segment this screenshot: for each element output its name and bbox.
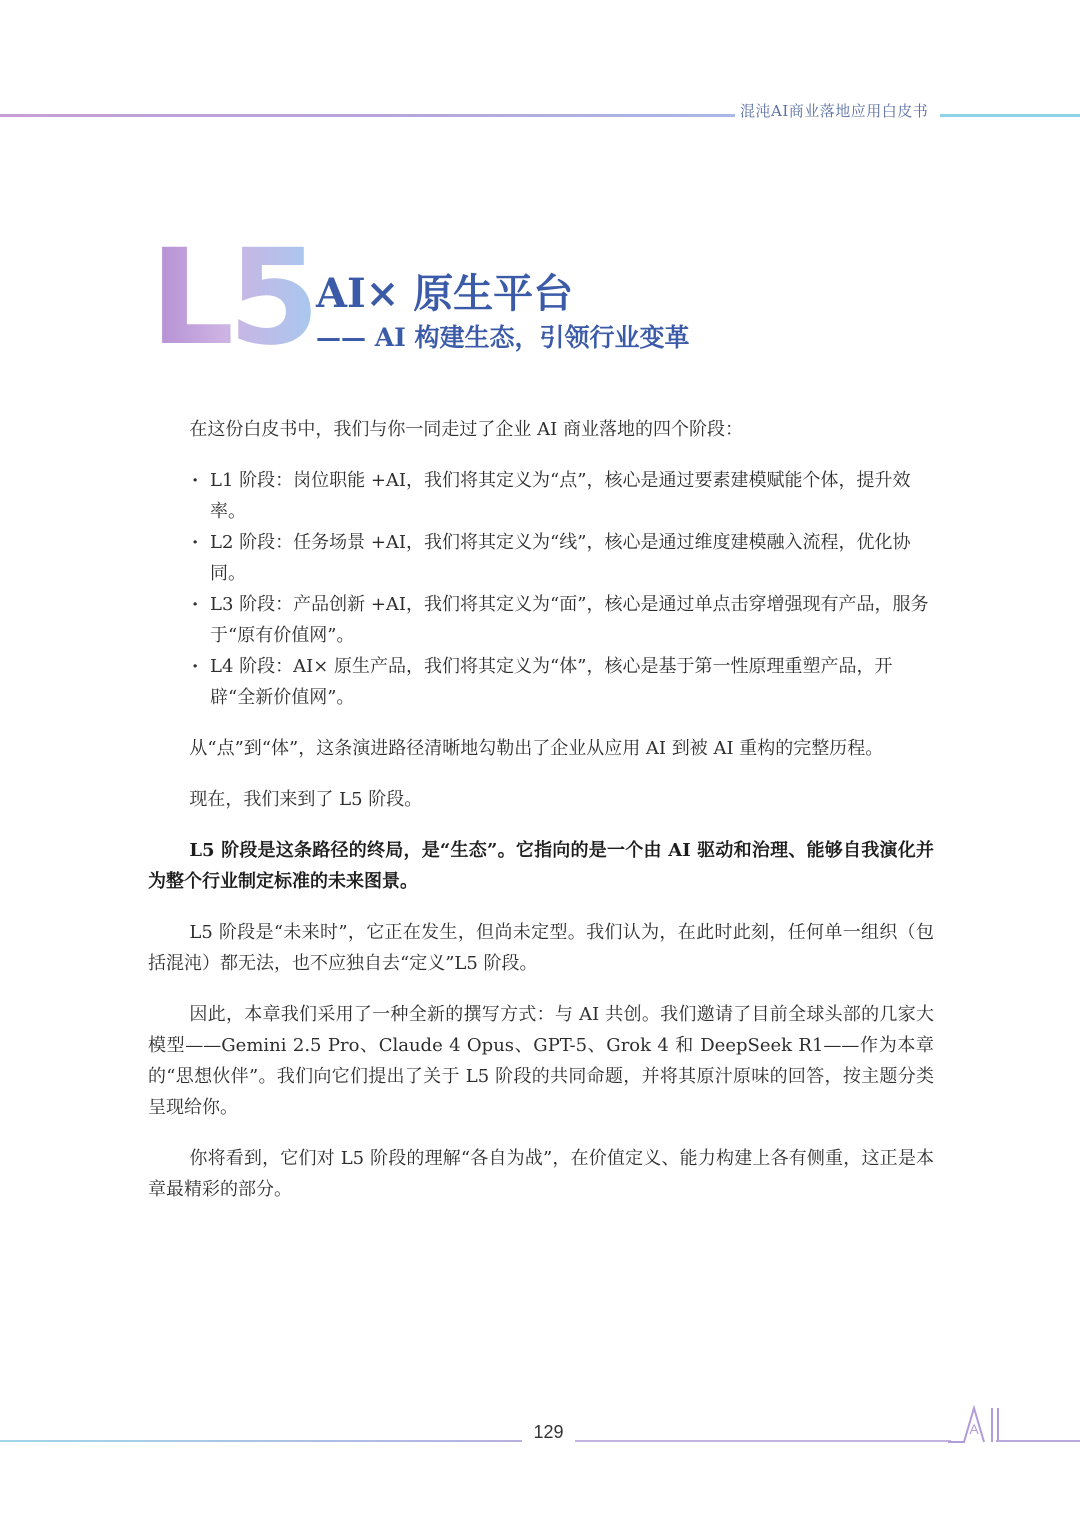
paragraph-co-creation: 因此，本章我们采用了一种全新的撰写方式：与 AI 共创。我们邀请了目前全球头部的几家大模型——Gemini 2.5 Pro、Claude 4 Opus、GPT-5、Grok 4 和 DeepSeek R1——作为本章的“思想伙伴”。我们向它们提出了关于 L5 阶段的共同命题，并将其原汁原味的回答，按主题分类呈现给你。 xyxy=(148,1004,934,1118)
chapter-title: AI× 原生平台 xyxy=(316,270,574,317)
paragraph-future-tense: L5 阶段是“未来时”，它正在发生，但尚未定型。我们认为，在此时此刻，任何单一组织（包括混沌）都无法，也不应独自去“定义”L5 阶段。 xyxy=(148,922,934,974)
chapter-number: L5 xyxy=(150,221,314,375)
footer-rule-middle xyxy=(575,1440,951,1442)
header-rule-left xyxy=(0,114,735,117)
page-number: 129 xyxy=(533,1422,564,1442)
footer-rule-left xyxy=(0,1440,522,1442)
stage-item-l2: · L2 阶段：任务场景 +AI，我们将其定义为“线”，核心是通过维度建模融入流程，优化协同。 xyxy=(148,527,934,589)
ai-logo-icon xyxy=(948,1404,1080,1444)
paragraph-l5-ecosystem: L5 阶段是这条路径的终局，是“生态”。它指向的是一个由 AI 驱动和治理、能够自我演化并为整个行业制定标准的未来图景。 xyxy=(148,840,934,892)
body-text xyxy=(148,414,934,1225)
running-header-title: 混沌AI商业落地应用白皮书 xyxy=(740,102,929,120)
header-rule-right xyxy=(940,114,1080,117)
stage-item-l3: · L3 阶段：产品创新 +AI，我们将其定义为“面”，核心是通过单点击穿增强现有产品，服务于“原有价值网”。 xyxy=(148,589,934,651)
stage-item-l4: · L4 阶段：AI× 原生产品，我们将其定义为“体”，核心是基于第一性原理重塑产品，开辟“全新价值网”。 xyxy=(148,651,934,713)
ai-logo-letter-a: A xyxy=(969,1421,979,1437)
paragraph-now-l5: 现在，我们来到了 L5 阶段。 xyxy=(189,789,423,810)
paragraph-evolution: 从“点”到“体”，这条演进路径清晰地勾勒出了企业从应用 AI 到被 AI 重构的完整历程。 xyxy=(189,738,884,759)
chapter-subtitle: —— AI 构建生态，引领行业变革 xyxy=(316,323,690,352)
footer-rule-right xyxy=(996,1440,1080,1442)
paragraph-highlight: 你将看到，它们对 L5 阶段的理解“各自为战”，在价值定义、能力构建上各有侧重，这正是本章最精彩的部分。 xyxy=(148,1148,934,1200)
stage-list xyxy=(148,465,934,713)
intro-paragraph: 在这份白皮书中，我们与你一同走过了企业 AI 商业落地的四个阶段： xyxy=(189,419,743,440)
stage-item-l1: · L1 阶段：岗位职能 +AI，我们将其定义为“点”，核心是通过要素建模赋能个体，提升效率。 xyxy=(148,465,934,527)
